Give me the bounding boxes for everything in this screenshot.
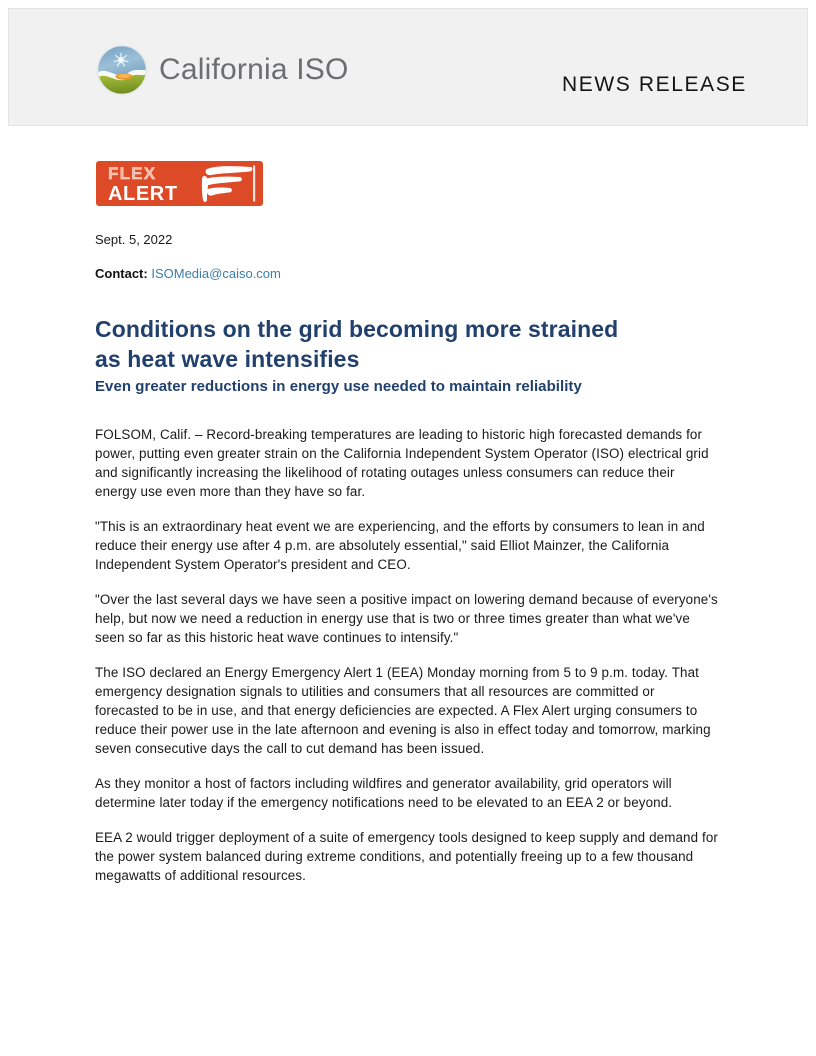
body-paragraph: EEA 2 would trigger deployment of a suite of emergency tools designed to keep supply and demand for the power system balanced during extreme conditions, and potentially freeing up to a few thousand megawatts of additional resources. bbox=[95, 830, 719, 884]
headline-line-2: as heat wave intensifies bbox=[95, 345, 360, 372]
contact-line bbox=[95, 266, 720, 282]
contact-email-link[interactable]: ISOMedia@caiso.com bbox=[151, 265, 281, 281]
release-date: Sept. 5, 2022 bbox=[95, 232, 173, 247]
flex-alert-flame-f-icon bbox=[195, 164, 257, 203]
body-paragraph: As they monitor a host of factors including wildfires and generator availability, grid operators will determine later today if the emergency notifications need to be elevated to an EEA 2 or beyond. bbox=[95, 776, 673, 811]
body-paragraph: "This is an extraordinary heat event we are experiencing, and the efforts by consumers to lean in and reduce their energy use after 4 p.m. are absolutely essential," said Elliot Mainzer, the California Independent System Operator's president and CEO. bbox=[95, 518, 705, 572]
brand-name: California ISO bbox=[159, 53, 349, 86]
brand-lockup bbox=[97, 45, 349, 95]
contact-label: Contact: bbox=[95, 265, 148, 281]
body-paragraph: The ISO declared an Energy Emergency Alert 1 (EEA) Monday morning from 5 to 9 p.m. today. That emergency designation signals to utilities and consumers that all resources are committed or forecasted to be in use, and that energy deficiencies are expected. A Flex Alert urging consumers to reduce their power use in the late afternoon and evening is also in effect today and tomorrow, marking seven consecutive days the call to cut demand has been issued. bbox=[95, 664, 711, 756]
page-title bbox=[95, 315, 720, 374]
flex-alert-badge bbox=[96, 161, 263, 206]
body-paragraph: FOLSOM, Calif. – Record-breaking temperatures are leading to historic high forecasted demands for power, putting even greater strain on the California Independent System Operator (ISO) electrical grid and significantly increasing the likelihood of rotating outages unless consumers can reduce their energy use even more than they have so far. bbox=[95, 426, 709, 499]
headline-line-1: Conditions on the grid becoming more strained bbox=[95, 316, 619, 343]
release-content bbox=[95, 232, 720, 885]
flex-alert-line2: ALERT bbox=[108, 183, 178, 205]
subheadline: Even greater reductions in energy use needed to maintain reliability bbox=[95, 378, 582, 396]
page-header-band bbox=[8, 8, 808, 126]
flex-alert-wordmark bbox=[108, 165, 178, 204]
flex-alert-line1: FLEX bbox=[108, 164, 157, 183]
body-paragraph: "Over the last several days we have seen a positive impact on lowering demand because of everyone's help, but now we need a reduction in energy use that is two or three times greater than what we've seen so far as this historic heat wave continues to intensify." bbox=[95, 591, 718, 645]
california-iso-globe-logo-icon bbox=[97, 45, 147, 95]
document-type-label: NEWS RELEASE bbox=[562, 73, 747, 96]
